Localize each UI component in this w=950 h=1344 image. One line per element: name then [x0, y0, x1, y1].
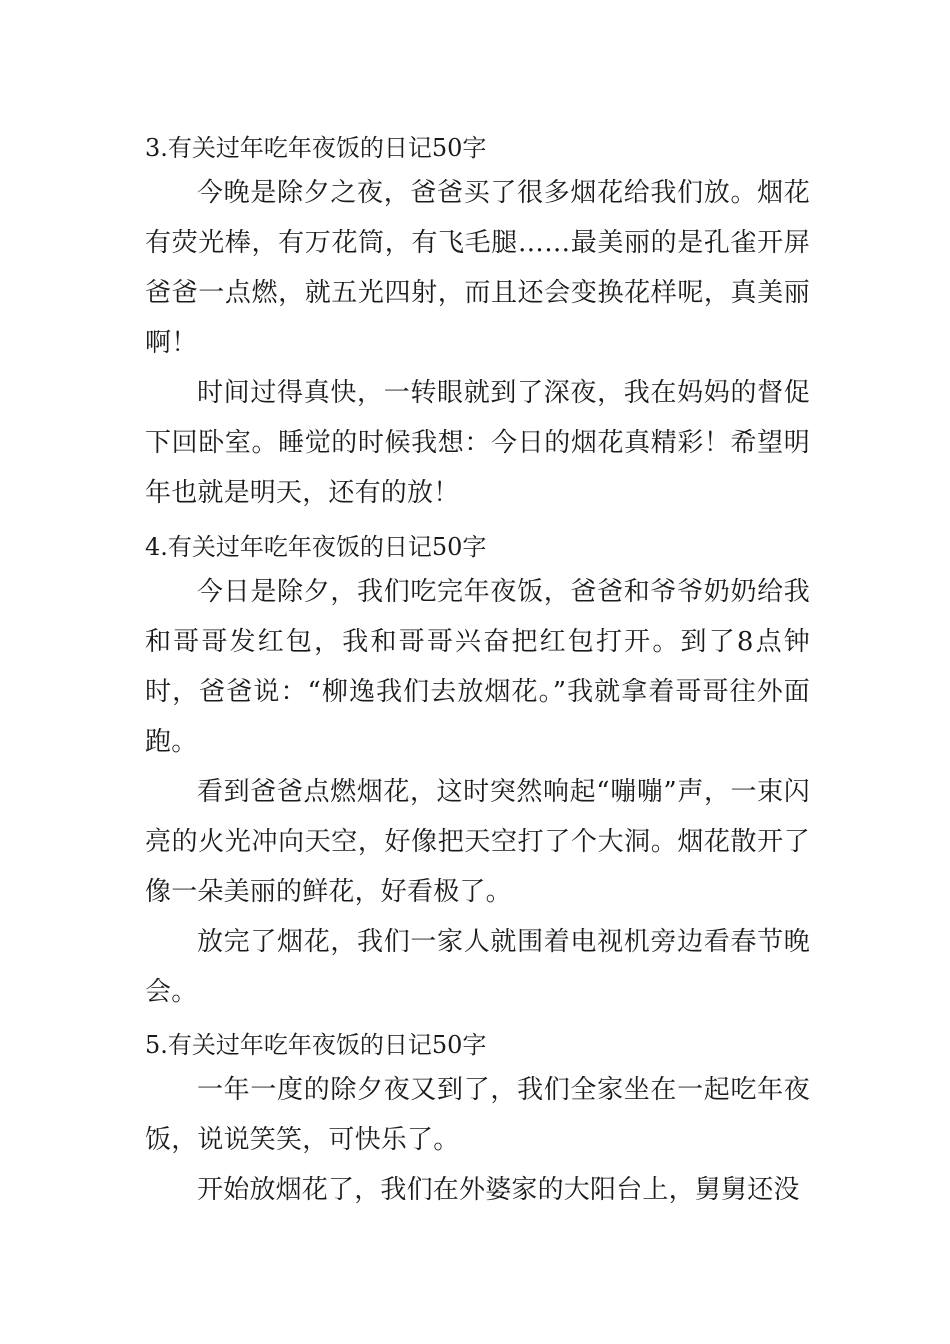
paragraph: 放完了烟花，我们一家人就围着电视机旁边看春节晚会。: [145, 927, 810, 1007]
section-heading: 3.有关过年吃年夜饭的日记50字: [145, 134, 487, 162]
section-heading: 4.有关过年吃年夜饭的日记50字: [145, 533, 487, 561]
paragraph: 看到爸爸点燃烟花，这时突然响起“嘣嘣”声，一束闪亮的火光冲向天空，好像把天空打了个大洞。烟花散开了像一朵美丽的鲜花，好看极了。: [145, 777, 810, 907]
paragraph: 一年一度的除夕夜又到了，我们全家坐在一起吃年夜饭，说说笑笑，可快乐了。: [145, 1075, 810, 1155]
paragraph: 今晚是除夕之夜，爸爸买了很多烟花给我们放。烟花有荧光棒，有万花筒，有飞毛腿……最美丽的是孔雀开屏爸爸一点燃，就五光四射，而且还会变换花样呢，真美丽啊！: [145, 178, 810, 358]
paragraph: 今日是除夕，我们吃完年夜饭，爸爸和爷爷奶奶给我和哥哥发红包，我和哥哥兴奋把红包打开。到了8点钟时，爸爸说：“柳逸我们去放烟花。”我就拿着哥哥往外面跑。: [145, 577, 810, 757]
paragraph: 开始放烟花了，我们在外婆家的大阳台上，舅舅还没: [197, 1175, 800, 1205]
paragraph: 时间过得真快，一转眼就到了深夜，我在妈妈的督促下回卧室。睡觉的时候我想：今日的烟花真精彩！希望明年也就是明天，还有的放！: [145, 378, 810, 508]
diary-section-5: [145, 1025, 810, 1215]
section-heading: 5.有关过年吃年夜饭的日记50字: [145, 1031, 487, 1059]
diary-section-4: [145, 527, 810, 1017]
diary-section-3: [145, 128, 810, 518]
